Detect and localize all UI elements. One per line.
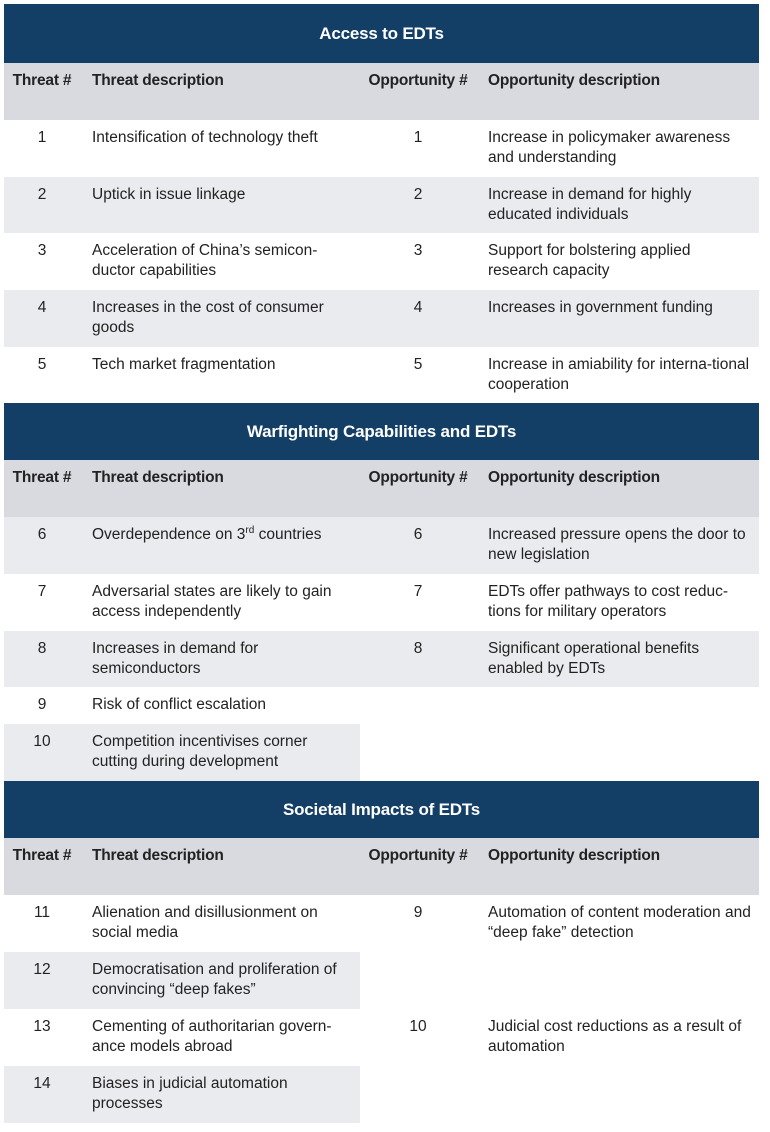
threat-number: 4 bbox=[37, 299, 47, 316]
opportunity-description: Judicial cost reductions as a result of automation bbox=[488, 1018, 742, 1055]
opportunity-description: Increase in demand for highly educated individuals bbox=[488, 186, 692, 223]
threat-description: Acceleration of China’s semicon-ductor capabilities bbox=[92, 242, 318, 279]
threat-number: 11 bbox=[33, 904, 51, 921]
threat-description: Cementing of authoritarian govern-ance models abroad bbox=[92, 1018, 332, 1055]
threat-number: 3 bbox=[37, 242, 47, 259]
opportunity-description: Automation of content moderation and “deep fake” detection bbox=[488, 904, 751, 941]
edt-threats-opportunities-table bbox=[4, 4, 759, 1123]
section-title: Warfighting Capabilities and EDTs bbox=[246, 421, 517, 441]
opportunity-number: 7 bbox=[413, 583, 423, 600]
threat-description: Adversarial states are likely to gain access independently bbox=[92, 583, 332, 620]
threat-number: 10 bbox=[33, 733, 51, 750]
threat-description: Competition incentivises corner cutting during development bbox=[92, 733, 308, 770]
opportunity-number: 4 bbox=[413, 299, 423, 316]
section-title: Societal Impacts of EDTs bbox=[282, 799, 481, 819]
opportunity-number: 9 bbox=[413, 904, 423, 921]
table-row bbox=[4, 290, 759, 347]
header-opportunity-number: Opportunity # bbox=[368, 847, 468, 864]
ordinal-superscript: rd bbox=[245, 524, 255, 536]
table-row bbox=[4, 631, 759, 687]
header-opportunity-number: Opportunity # bbox=[368, 469, 468, 486]
section-title: Access to EDTs bbox=[319, 23, 444, 43]
table-row bbox=[4, 724, 759, 781]
opportunity-number: 8 bbox=[413, 640, 423, 657]
column-header-row bbox=[4, 63, 759, 120]
header-opportunity-description: Opportunity description bbox=[488, 847, 660, 864]
opportunity-number bbox=[360, 724, 476, 781]
threat-description bbox=[80, 517, 360, 574]
threat-number: 5 bbox=[37, 356, 47, 373]
column-header-row bbox=[4, 838, 759, 895]
opportunity-number bbox=[360, 952, 476, 1009]
threat-number: 8 bbox=[37, 640, 47, 657]
opportunity-description: Increased pressure opens the door to new legislation bbox=[488, 526, 746, 563]
table-row bbox=[4, 120, 759, 177]
header-threat-description: Threat description bbox=[92, 469, 224, 486]
opportunity-number: 3 bbox=[413, 242, 423, 259]
opportunity-description: Significant operational benefits enabled by EDTs bbox=[488, 640, 700, 677]
opportunity-description: EDTs offer pathways to cost reduc-tions for military operators bbox=[488, 583, 729, 620]
threat-description: Intensification of technology theft bbox=[92, 129, 318, 146]
threat-description-text: Overdependence on 3 bbox=[92, 526, 246, 543]
threat-number: 1 bbox=[37, 129, 47, 146]
table-row bbox=[4, 517, 759, 574]
opportunity-description bbox=[476, 724, 759, 781]
opportunity-description bbox=[476, 952, 759, 1009]
threat-description: Uptick in issue linkage bbox=[92, 186, 246, 203]
table-row bbox=[4, 233, 759, 290]
header-threat-description: Threat description bbox=[92, 72, 224, 89]
opportunity-number: 10 bbox=[409, 1018, 427, 1035]
opportunity-number: 1 bbox=[413, 129, 423, 146]
opportunity-number: 2 bbox=[413, 186, 423, 203]
table-row bbox=[4, 574, 759, 631]
threat-number: 14 bbox=[33, 1075, 51, 1092]
opportunity-number: 5 bbox=[413, 356, 423, 373]
threat-description: Alienation and disillusionment on social media bbox=[92, 904, 318, 941]
section-banner-warfighting bbox=[4, 403, 759, 460]
threat-description: Increases in demand for semiconductors bbox=[92, 640, 259, 677]
header-threat-number: Threat # bbox=[12, 847, 72, 864]
column-header-row bbox=[4, 460, 759, 517]
section-banner-access bbox=[4, 4, 759, 63]
table-row bbox=[4, 177, 759, 233]
threat-number: 7 bbox=[37, 583, 47, 600]
table-row bbox=[4, 687, 759, 724]
header-opportunity-description: Opportunity description bbox=[488, 469, 660, 486]
table-row bbox=[4, 347, 759, 403]
header-threat-number: Threat # bbox=[12, 469, 72, 486]
threat-description: Risk of conflict escalation bbox=[92, 696, 267, 713]
opportunity-description: Support for bolstering applied research capacity bbox=[488, 242, 691, 279]
threat-number: 9 bbox=[37, 696, 47, 713]
header-threat-description: Threat description bbox=[92, 847, 224, 864]
threat-number: 12 bbox=[33, 961, 51, 978]
opportunity-description: Increase in amiability for interna-tional cooperation bbox=[488, 356, 750, 393]
table-row bbox=[4, 1066, 759, 1123]
header-opportunity-number: Opportunity # bbox=[368, 72, 468, 89]
opportunity-number: 6 bbox=[413, 526, 423, 543]
opportunity-number bbox=[360, 687, 476, 724]
opportunity-number bbox=[360, 1066, 476, 1123]
threat-description: Increases in the cost of consumer goods bbox=[92, 299, 324, 336]
threat-number: 6 bbox=[37, 526, 47, 543]
threat-description-text-end: countries bbox=[254, 526, 322, 543]
opportunity-description bbox=[476, 1066, 759, 1123]
table-row bbox=[4, 1009, 759, 1066]
header-threat-number: Threat # bbox=[12, 72, 72, 89]
table-row bbox=[4, 952, 759, 1009]
table-row bbox=[4, 895, 759, 952]
opportunity-description: Increases in government funding bbox=[488, 299, 713, 316]
threat-description: Biases in judicial automation processes bbox=[92, 1075, 288, 1112]
header-opportunity-description: Opportunity description bbox=[488, 72, 660, 89]
section-banner-societal bbox=[4, 781, 759, 838]
threat-description: Tech market fragmentation bbox=[92, 356, 276, 373]
opportunity-description bbox=[476, 687, 759, 724]
threat-number: 13 bbox=[33, 1018, 51, 1035]
threat-description: Democratisation and proliferation of convincing “deep fakes” bbox=[92, 961, 337, 998]
opportunity-description: Increase in policymaker awareness and understanding bbox=[488, 129, 731, 166]
threat-number: 2 bbox=[37, 186, 47, 203]
